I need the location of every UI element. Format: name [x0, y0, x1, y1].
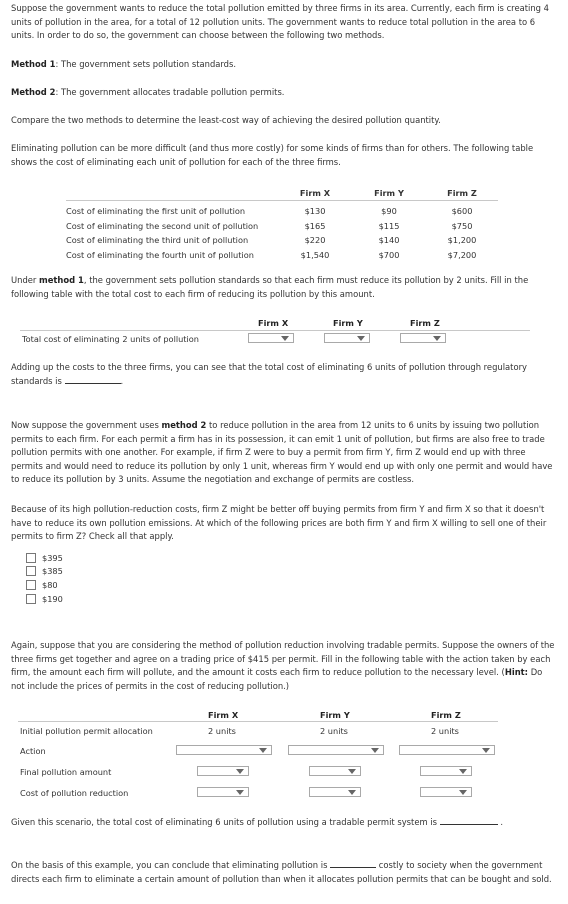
cost-table-header [66, 186, 498, 201]
final-pollution-firm-y-dropdown[interactable] [309, 766, 361, 776]
total-cost-row-label: Total cost of eliminating 2 units of pollution [22, 334, 199, 344]
table-divider [18, 721, 498, 722]
price-option-label: $385 [42, 566, 63, 576]
cost-value: $140 [378, 235, 400, 246]
cost-value: $750 [451, 220, 473, 231]
price-checkbox-385[interactable] [26, 566, 36, 576]
chevron-down-icon [371, 748, 379, 753]
method-1-instruction: Under method 1, the government sets pollution standards so that each firm must reduce its pollution by 2 units. Fill in the following table with the total cost to each firm of reducing its pollution by this amount. [11, 275, 529, 299]
method-1-description [11, 58, 557, 72]
action-firm-x-dropdown[interactable] [176, 745, 272, 755]
table-row [66, 219, 498, 234]
chevron-down-icon [236, 790, 244, 795]
table-row [66, 248, 498, 263]
cost-value: $90 [381, 206, 397, 217]
price-checkbox-80[interactable] [26, 580, 36, 590]
tradable-total-blank[interactable] [440, 816, 498, 825]
cost-value: $700 [378, 249, 400, 260]
action-label: Action [20, 746, 46, 756]
method-2-label: Method 2 [11, 87, 56, 97]
cost-value: $130 [304, 206, 326, 217]
initial-allocation-firm-y: 2 units [320, 726, 348, 736]
chevron-down-icon [482, 748, 490, 753]
total-cost-firm-x-dropdown[interactable] [248, 333, 294, 343]
chevron-down-icon [348, 790, 356, 795]
price-option-label: $395 [42, 553, 63, 563]
hint-label: Hint: [504, 667, 529, 677]
chevron-down-icon [433, 336, 441, 341]
final-pollution-firm-z-dropdown[interactable] [420, 766, 472, 776]
permit-header-firm-z: Firm Z [431, 710, 461, 720]
price-checkbox-395[interactable] [26, 553, 36, 563]
price-option-label: $80 [42, 580, 58, 590]
tradable-total-sentence: Given this scenario, the total cost of eliminating 6 units of pollution using a tradable permit system is . [11, 817, 504, 827]
chevron-down-icon [357, 336, 365, 341]
regulatory-total-blank[interactable] [65, 375, 121, 384]
chevron-down-icon [348, 769, 356, 774]
chevron-down-icon [459, 769, 467, 774]
total-header-firm-z: Firm Z [410, 318, 440, 328]
total-header-firm-y: Firm Y [333, 318, 363, 328]
trading-price-paragraph: Again, suppose that you are considering the method of pollution reduction involving tradable permits. Suppose the owners of the three firms get together and agree on a trading price of $415 per permit. Fill in the following table with the action taken by each firm, the amount each firm will pollute, and the amount it costs each firm to reduce pollution to the necessary level. (Hint: Do not include the prices of permits in the cost of reducing pollution.) [11, 640, 555, 691]
action-firm-z-dropdown[interactable] [399, 745, 495, 755]
conclusion-blank[interactable] [330, 859, 376, 868]
method-1-emphasis: method 1 [39, 275, 84, 285]
chevron-down-icon [459, 790, 467, 795]
method-2-description [11, 86, 557, 100]
chevron-down-icon [236, 769, 244, 774]
cost-value: $115 [378, 220, 400, 231]
cost-value: $1,540 [300, 249, 330, 260]
cost-value: $1,200 [447, 235, 477, 246]
eliminating-intro: Eliminating pollution can be more difficult (and thus more costly) for some kinds of firms than for others. The following table shows the cost of eliminating each unit of pollution for each of the three firms. [11, 143, 534, 167]
cost-header-firm-z: Firm Z [426, 186, 498, 201]
cost-value: $220 [304, 235, 326, 246]
chevron-down-icon [281, 336, 289, 341]
row-label: Cost of eliminating the third unit of pollution [66, 235, 249, 246]
method-2-paragraph: Now suppose the government uses method 2 to reduce pollution in the area from 12 units to 6 units by issuing two pollution permits to each firm. For each permit a firm has in its possession, it can emit 1 unit of pollution, but firms are also free to trade pollution permits with one another. For example, if firm Z were to buy a permit from firm Y, firm Z would end up with three permits and would need to reduce its pollution by only 1 unit, whereas firm Y would end up with only one permit and would have to reduce its pollution by 3 units. Assume the negotiation and exchange of permits are costless. [11, 420, 553, 484]
method-2-text: : The government allocates tradable pollution permits. [55, 87, 285, 97]
method-1-text: : The government sets pollution standards. [55, 59, 237, 69]
cost-header-firm-x: Firm X [278, 186, 352, 201]
total-cost-firm-y-dropdown[interactable] [324, 333, 370, 343]
reduction-cost-firm-x-dropdown[interactable] [197, 787, 249, 797]
reduction-cost-firm-z-dropdown[interactable] [420, 787, 472, 797]
reduction-cost-label: Cost of pollution reduction [20, 788, 129, 798]
cost-value: $165 [304, 220, 326, 231]
final-pollution-firm-x-dropdown[interactable] [197, 766, 249, 776]
permit-header-firm-y: Firm Y [320, 710, 350, 720]
cost-value: $600 [451, 206, 473, 217]
initial-allocation-firm-x: 2 units [208, 726, 236, 736]
table-row [66, 233, 498, 248]
adding-up-sentence: Adding up the costs to the three firms, you can see that the total cost of eliminating 6 units of pollution through regulatory standards is . [11, 362, 527, 386]
row-label: Cost of eliminating the fourth unit of pollution [66, 249, 254, 260]
initial-allocation-firm-z: 2 units [431, 726, 459, 736]
cost-value: $7,200 [447, 249, 477, 260]
reduction-cost-firm-y-dropdown[interactable] [309, 787, 361, 797]
chevron-down-icon [259, 748, 267, 753]
table-row [66, 201, 498, 219]
method-2-emphasis: method 2 [161, 420, 207, 430]
table-divider [20, 330, 530, 331]
cost-header-firm-y: Firm Y [352, 186, 426, 201]
row-label: Cost of eliminating the second unit of pollution [66, 220, 259, 231]
total-header-firm-x: Firm X [258, 318, 289, 328]
price-checkbox-190[interactable] [26, 594, 36, 604]
permit-sale-question: Because of its high pollution-reduction costs, firm Z might be better off buying permits from firm Y and firm X so that it doesn't have to reduce its own pollution emissions. At which of the following prices are both firm Y and firm X willing to sell one of their permits to firm Z? Check all that apply. [11, 504, 547, 541]
final-pollution-label: Final pollution amount [20, 767, 112, 777]
initial-allocation-label: Initial pollution permit allocation [20, 726, 153, 736]
method-1-label: Method 1 [11, 59, 56, 69]
action-firm-y-dropdown[interactable] [288, 745, 384, 755]
intro-paragraph: Suppose the government wants to reduce the total pollution emitted by three firms in its area. Currently, each firm is creating 4 units of pollution in the area, for a total of 12 pollution units. The government wants to reduce total pollution in the area to 6 units. In order to do so, the government can choose between the following two methods. [11, 3, 549, 40]
row-label: Cost of eliminating the first unit of pollution [66, 206, 246, 217]
total-cost-firm-z-dropdown[interactable] [400, 333, 446, 343]
compare-instruction: Compare the two methods to determine the least-cost way of achieving the desired pollution quantity. [11, 115, 441, 125]
price-option-label: $190 [42, 594, 63, 604]
cost-table [66, 186, 498, 262]
permit-header-firm-x: Firm X [208, 710, 239, 720]
conclusion-sentence: On the basis of this example, you can conclude that eliminating pollution is costly to society when the government directs each firm to eliminate a certain amount of pollution than when it allocates pollution permits that can be bought and sold. [11, 860, 552, 884]
